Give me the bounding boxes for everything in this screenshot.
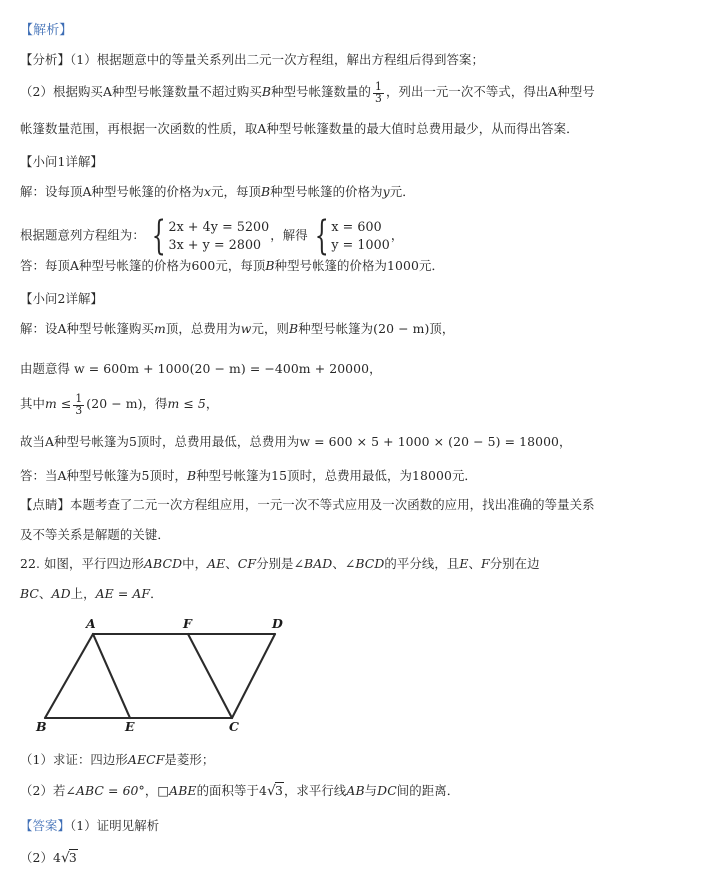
sub1-equation-line (20, 212, 404, 259)
analysis-label: 【分析】 (20, 52, 70, 67)
equation-row: 2x + 4y = 5200 (168, 219, 270, 234)
question-22-stem-line-1 (20, 556, 540, 573)
comma-1: ， (270, 227, 283, 243)
sub2-line1-d: 元，则 (251, 321, 289, 336)
analysis-item2-e: 种型号 (557, 83, 595, 99)
sub2-line-2 (20, 361, 382, 378)
letter-B-1: B (261, 83, 272, 99)
var-w-1: w (240, 321, 252, 336)
answer-item-1: （1）证明见解析 (69, 818, 160, 833)
letter-A-8: A (57, 468, 67, 483)
var-y-1: y (382, 184, 390, 199)
total-formula: w = 600 × 5 + 1000 × (20 − 5) = 18000 (299, 434, 560, 449)
letter-A-5: A (69, 258, 80, 273)
letter-A-6: A (57, 321, 67, 336)
letter-B-5: B (186, 468, 197, 483)
sub2-line3-lead: 其中 (20, 395, 45, 411)
question-22-part-1 (20, 752, 214, 769)
stem-line2-b: 上， (70, 586, 96, 601)
vertex-label-A: A (86, 616, 96, 631)
radical-4-sqrt-3-1 (259, 782, 284, 801)
stem-line2-a: 、 (39, 586, 52, 601)
part2-a: （2）若 (20, 783, 66, 798)
sqrt-icon: √ (60, 850, 70, 866)
radical-radicand: 3 (68, 850, 77, 865)
var-x-1: x (203, 184, 212, 199)
label-bc: BC (20, 586, 40, 601)
sub1-line1-c: 元，每顶 (211, 184, 261, 199)
box-glyph: □ (157, 783, 170, 798)
letter-A-3: A (257, 121, 267, 136)
analysis-item-1: （1）根据题意中的等量关系列出二元一次方程组，解出方程组后得到答案； (69, 52, 484, 67)
sub2-line1-e: 种型号帐篷为 (298, 321, 374, 336)
label-ae-eq-af: AE = AF (95, 586, 151, 601)
stem-b: 中， (182, 556, 208, 571)
part2-b: ， (144, 783, 158, 798)
label-ad: AD (51, 586, 71, 601)
part1-a: （1）求证：四边形 (20, 752, 128, 767)
sub1-eq-solve: 解得 (282, 227, 308, 243)
stem-c: 、 (225, 556, 238, 571)
sub1-answer-d: 种型号帐篷的价格为 (274, 258, 388, 273)
label-f: F (481, 556, 490, 571)
label-dc: DC (377, 783, 397, 798)
radical-coefficient: 4 (259, 783, 267, 798)
analysis-item2-a: （2）根据购买 (20, 83, 103, 99)
sub1-line1-d: 种型号帐篷的价格为 (270, 184, 383, 199)
total-cost: 18000 (412, 468, 452, 483)
analysis-line-2 (20, 82, 595, 105)
label-angle-bcd: ∠BCD (344, 556, 385, 571)
vertex-label-E: E (125, 719, 135, 734)
stem-d: 分别是 (256, 556, 294, 571)
stem-line2-c: ． (150, 586, 163, 601)
label-aecf: AECF (127, 752, 165, 767)
fraction-numerator: 1 (375, 80, 382, 93)
stem-h: 分别在边 (489, 556, 540, 571)
figure-edge-AB (45, 634, 93, 718)
sub2-line1-a: 解：设 (20, 321, 58, 336)
sub1-line1-a: 解：设每顶 (20, 184, 83, 199)
equation-row: y = 1000 (331, 236, 390, 252)
part2-c: 的面积等于 (196, 783, 260, 798)
letter-B-4: B (289, 321, 299, 336)
part2-f: 间的距离． (396, 783, 460, 798)
sub1-answer-e: 元． (418, 258, 444, 273)
label-ae: AE (207, 556, 226, 571)
letter-A-7: A (44, 434, 55, 449)
sub2-line3-tail: ， (205, 395, 219, 411)
sub1-answer-line (20, 258, 444, 275)
sub2-answer-d: 种型号帐篷为 (196, 468, 272, 483)
sub1-line-1 (20, 184, 415, 201)
label-e: E (459, 556, 469, 571)
sub1-header: 【小问1详解】 (20, 154, 103, 169)
radical-coefficient: 4 (52, 850, 61, 865)
figure-edge-FC (188, 634, 232, 718)
equation-system-2: { x = 600 y = 1000 (314, 212, 390, 259)
question-22-stem-line-2 (20, 586, 163, 603)
stem-a: 如图，平行四边形 (44, 556, 144, 571)
sqrt-icon: √ (267, 783, 276, 799)
label-abe: ABE (169, 783, 197, 798)
sub1-answer-a: 答：每顶 (20, 258, 70, 273)
equation-row: 3x + y = 2800 (168, 236, 262, 252)
sub1-line1-b: 种型号帐篷的价格为 (91, 184, 204, 199)
answer-line-1 (20, 818, 159, 835)
w-formula: w = 600m + 1000(20 − m) = −400m + 20000 (74, 361, 370, 376)
sub1-answer-c: 元，每顶 (215, 258, 266, 273)
label-cf: CF (237, 556, 257, 571)
part2-d: ，求平行线 (283, 783, 347, 798)
sub1-answer-b: 种型号帐篷的价格为 (79, 258, 192, 273)
ineq-result: m ≤ 5 (167, 395, 206, 411)
sub2-answer-f: 元． (451, 468, 477, 483)
fraction-one-third-2 (73, 394, 84, 417)
comma-2: ， (390, 227, 404, 243)
comma-4: ， (559, 434, 572, 449)
geometry-figure-parallelogram (20, 605, 320, 735)
sub2-line4-c: 顶时，总费用最低，总费用为 (136, 434, 300, 449)
answer-header: 【答案】 (20, 818, 70, 833)
figure-edge-CD (232, 634, 275, 718)
vertex-label-C: C (229, 719, 239, 734)
analysis-item2-line2-a: 帐篷数量范围，再根据一次函数的性质，取 (20, 121, 258, 136)
sub2-answer-b: 种型号帐篷为 (66, 468, 142, 483)
price-a: 600 (191, 258, 216, 273)
comma-3: ， (369, 361, 382, 376)
sub2-header: 【小问2详解】 (20, 291, 103, 306)
sub2-line1-b: 种型号帐篷购买 (66, 321, 154, 336)
analysis-item2-b: 种型号帐篷数量不超过购买 (112, 83, 262, 99)
sub2-answer-e: 顶时，总费用最低，为 (287, 468, 413, 483)
sub2-line-1 (20, 321, 454, 338)
vertex-label-F: F (183, 616, 192, 631)
letter-A-4: A (82, 184, 92, 199)
count-5-2: 5 (141, 468, 150, 483)
sub2-answer-c: 顶时， (149, 468, 187, 483)
dianjing-label: 【点睛】 (20, 497, 70, 512)
count-5-1: 5 (129, 434, 137, 449)
stem-e: 、 (332, 556, 345, 571)
analysis-item2-c: 种型号帐篷数量的 (271, 83, 372, 99)
sub1-eq-lead: 根据题意列方程组为： (20, 227, 145, 243)
answer-item2-prefix: （2） (20, 850, 53, 865)
equation-row: x = 600 (331, 219, 382, 234)
fraction-denominator: 3 (375, 91, 382, 105)
stem-g: 、 (468, 556, 481, 571)
answer-line-2 (20, 849, 78, 868)
price-b: 1000 (387, 258, 419, 273)
sub2-line-3 (20, 394, 218, 417)
count-15: 15 (271, 468, 288, 483)
fraction-numerator: 1 (75, 392, 83, 405)
expr-20-minus-m: (20 − m) (373, 321, 430, 336)
sub2-line4-b: 种型号帐篷为 (54, 434, 129, 449)
radical-radicand: 3 (274, 783, 283, 798)
sub2-line1-c: 顶，总费用为 (165, 321, 241, 336)
equation-rows-2 (331, 218, 390, 254)
analysis-header: 【解析】 (20, 23, 73, 38)
vertex-label-D: D (272, 616, 283, 631)
vertex-label-B: B (36, 719, 47, 734)
question-22-part-2 (20, 782, 459, 801)
dianjing-line-2: 及不等关系是解题的关键． (20, 527, 170, 542)
stem-f: 的平分线，且 (384, 556, 460, 571)
label-angle-abc: ∠ABC = 60° (65, 783, 145, 798)
ineq-paren: (20 − m) (86, 395, 143, 411)
sub2-line-4 (20, 434, 572, 451)
part1-b: 是菱形； (164, 752, 215, 767)
letter-A-2: A (548, 83, 558, 99)
sub2-line2-lead: 由题意得 (20, 361, 70, 376)
label-abcd: ABCD (144, 556, 183, 571)
analysis-line-3 (20, 121, 579, 138)
part2-e: 与 (364, 783, 378, 798)
sub2-line4-a: 故当 (20, 434, 45, 449)
equation-system-1: { 2x + 4y = 5200 3x + y = 2800 (151, 212, 270, 259)
sub2-line1-f: 顶， (429, 321, 455, 336)
figure-edge-AE (93, 634, 130, 718)
analysis-item2-d: ，列出一元一次不等式，得出 (385, 83, 549, 99)
sub1-line1-e: 元． (389, 184, 415, 199)
dianjing-text-1: 本题考查了二元一次方程组应用，一元一次不等式应用及一次函数的应用，找出准确的等量关系 (69, 497, 595, 512)
sub2-answer-line (20, 468, 477, 485)
fraction-denominator: 3 (75, 403, 83, 417)
var-m-1: m (153, 321, 166, 336)
label-ab: AB (346, 783, 365, 798)
dianjing-line-1 (20, 497, 595, 514)
fraction-one-third-1 (373, 82, 384, 105)
equation-rows-1 (168, 218, 269, 254)
sub2-answer-a: 答：当 (20, 468, 58, 483)
letter-A-1: A (102, 83, 112, 99)
radical-4-sqrt-3-2 (53, 849, 78, 868)
analysis-item2-line2-b: 种型号帐篷数量的最大值时总费用最少，从而得出答案． (266, 121, 579, 136)
ineq-left: m ≤ (44, 395, 72, 411)
letter-B-3: B (265, 258, 275, 273)
question-number: 22. (20, 556, 41, 571)
sub2-line3-mid: ，得 (142, 395, 168, 411)
analysis-line-1 (20, 52, 484, 69)
label-angle-bad: ∠BAD (293, 556, 333, 571)
letter-B-2: B (261, 184, 271, 199)
